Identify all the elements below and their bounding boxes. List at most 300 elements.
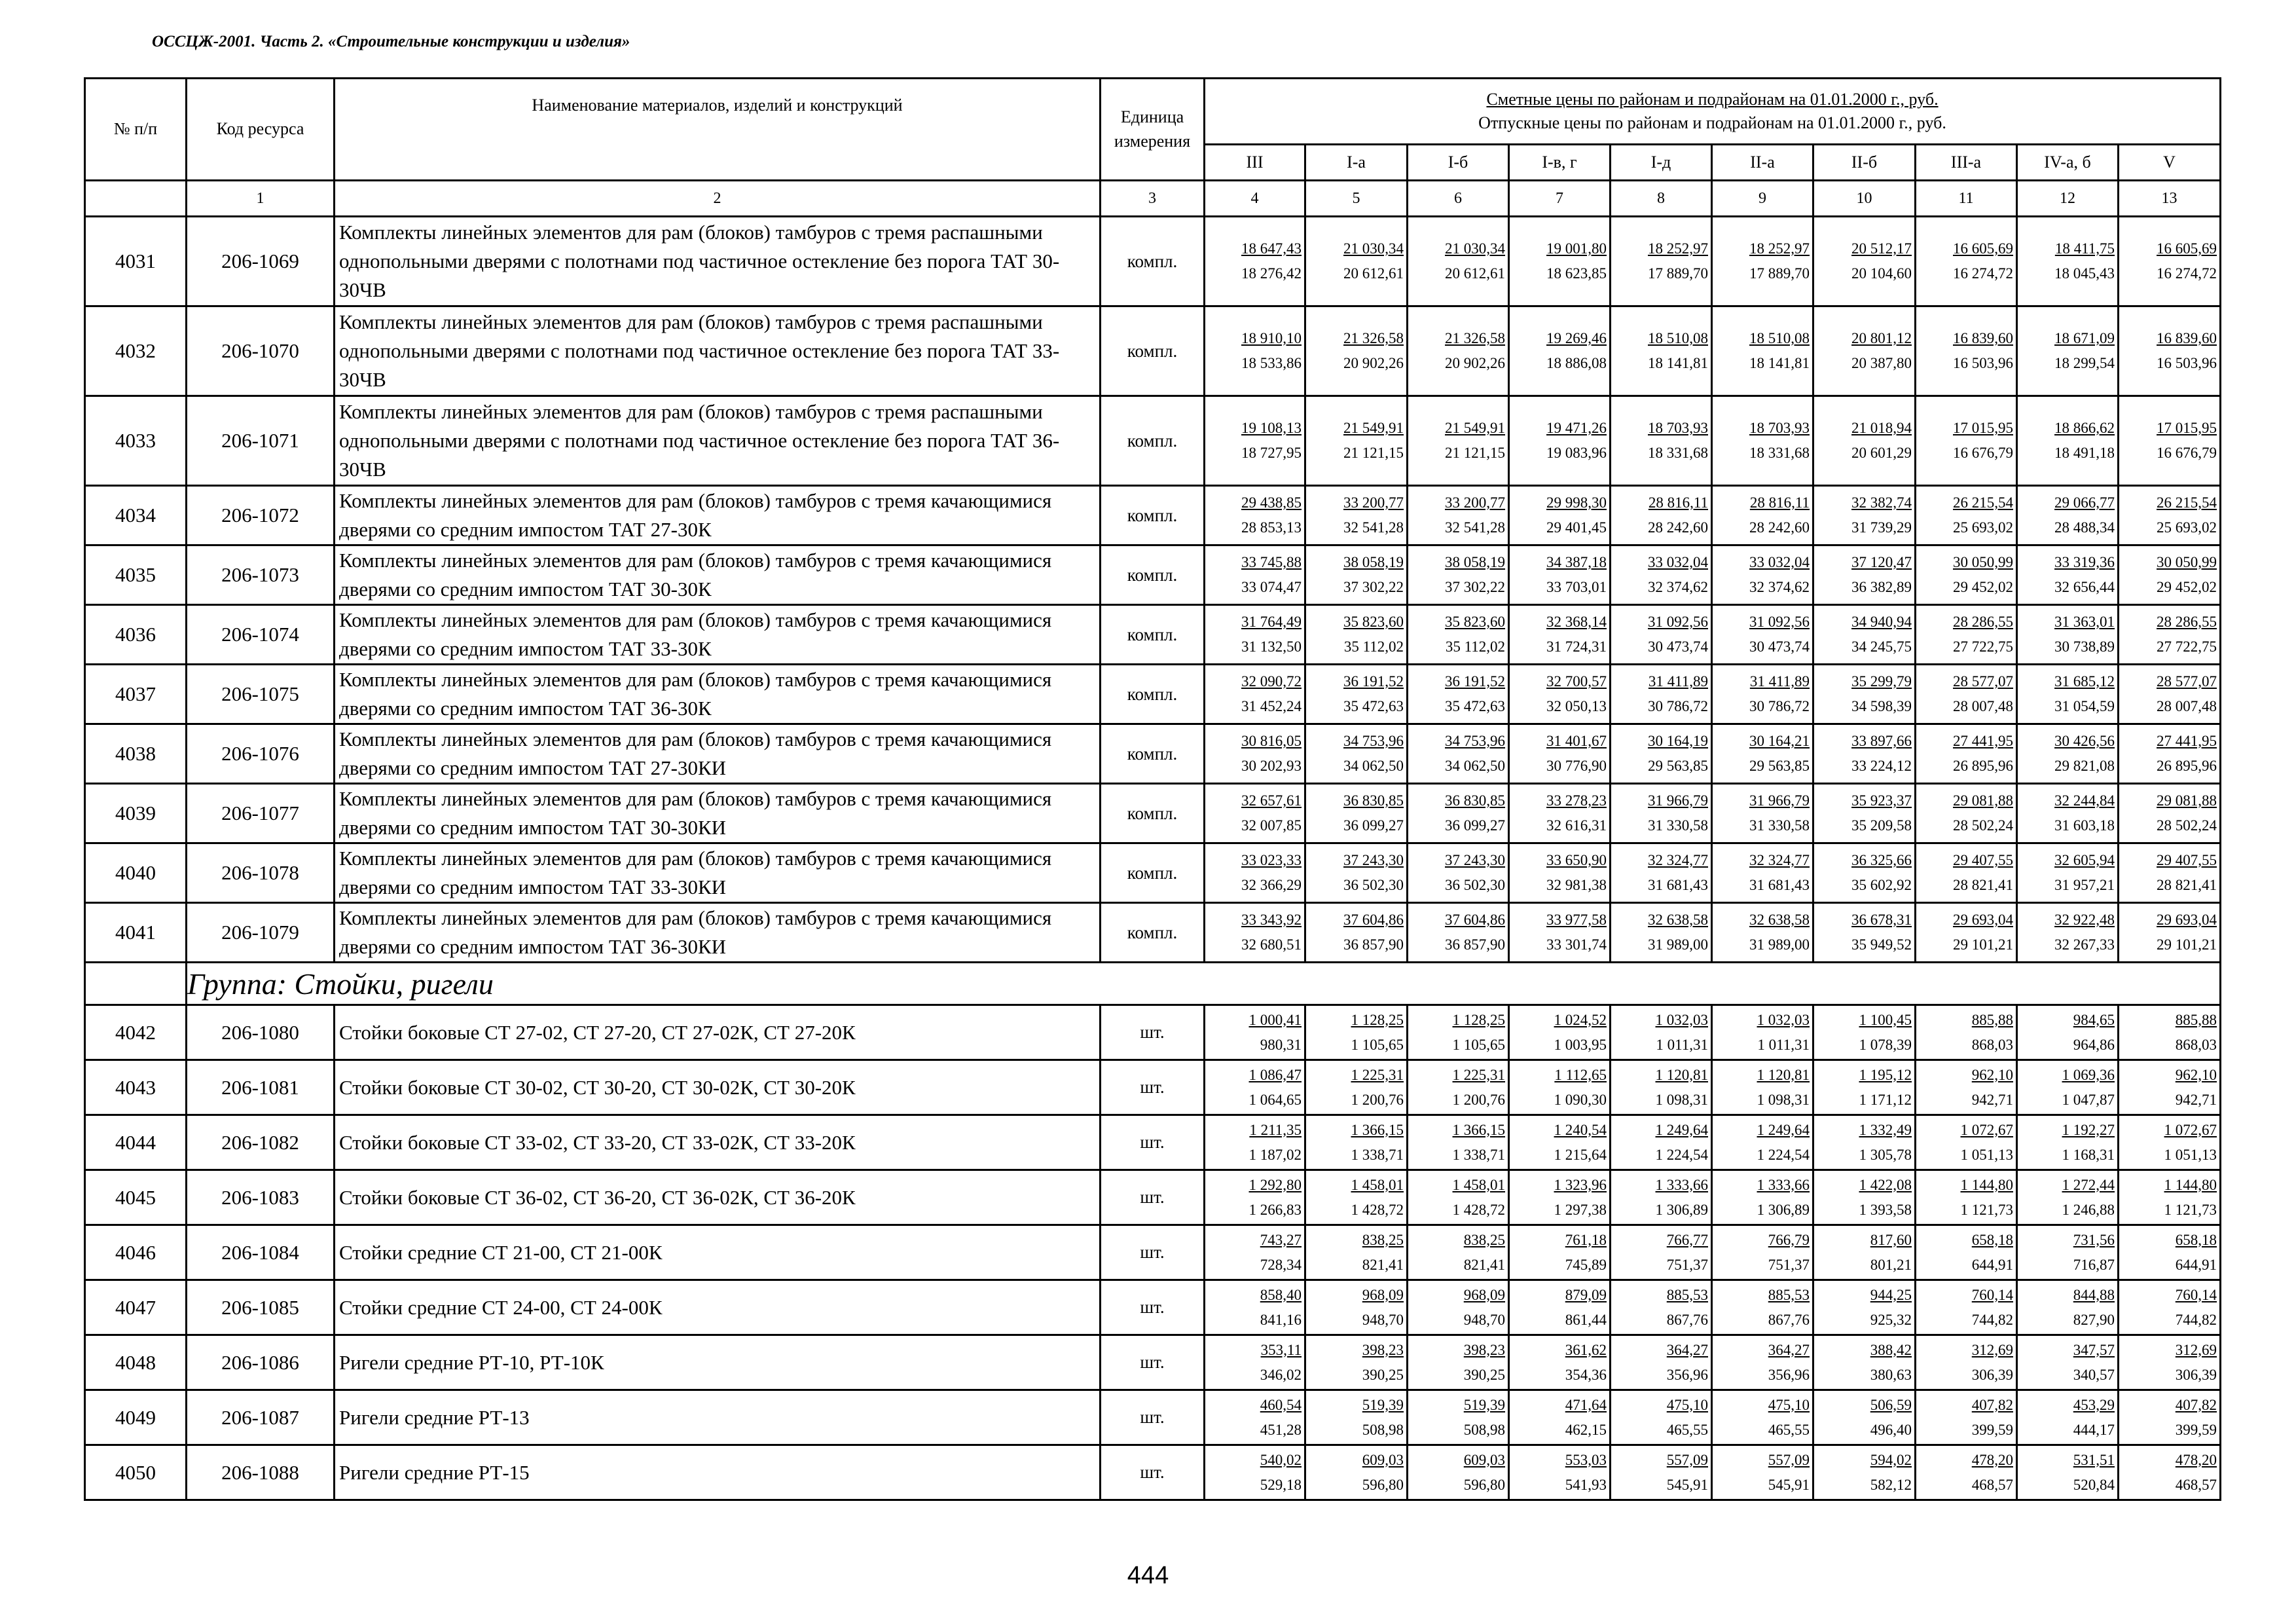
estimated-price: 407,82 [1971,1396,2013,1413]
resource-code: 206-1073 [187,545,335,605]
release-price: 744,82 [2175,1311,2217,1328]
estimated-price: 1 032,03 [1757,1011,1810,1028]
price-cell [1305,486,1408,545]
unit: компл. [1101,486,1205,545]
release-price: 18 886,08 [1546,355,1607,371]
estimated-price: 1 120,81 [1757,1066,1810,1083]
price-cell [2119,1060,2221,1115]
row-number: 4050 [85,1445,187,1500]
release-price: 36 099,27 [1343,817,1404,834]
release-price: 465,55 [1666,1421,1708,1438]
estimated-price: 1 072,67 [2164,1121,2217,1138]
estimated-price: 18 703,93 [1648,420,1708,436]
release-price: 751,37 [1666,1256,1708,1273]
release-price: 27 722,75 [1953,638,2013,655]
estimated-price: 28 816,11 [1749,494,1810,511]
release-price: 1 338,71 [1351,1146,1404,1163]
estimated-price: 312,69 [2175,1341,2217,1358]
resource-code: 206-1074 [187,605,335,665]
price-cell [1712,1005,1813,1060]
estimated-price: 33 977,58 [1546,912,1607,928]
price-cell [1916,1170,2017,1225]
table-row [85,724,2221,784]
estimated-price: 858,40 [1260,1286,1302,1303]
release-price: 37 302,22 [1343,579,1404,595]
estimated-price: 1 144,80 [2164,1176,2217,1193]
price-cell [1408,903,1509,963]
estimated-price: 31 411,89 [1749,673,1810,690]
price-cell [1305,1170,1408,1225]
price-cell [1408,486,1509,545]
price-cell [2119,1445,2221,1500]
price-cell [1408,1445,1509,1500]
price-cell [1509,724,1611,784]
estimated-price: 16 839,60 [2157,330,2217,346]
price-cell [1205,605,1305,665]
row-number: 4049 [85,1390,187,1445]
resource-code: 206-1088 [187,1445,335,1500]
price-cell [1509,605,1611,665]
estimated-price: 16 839,60 [1953,330,2013,346]
estimated-price: 21 549,91 [1343,420,1404,436]
release-price: 36 502,30 [1343,877,1404,893]
column-number: 3 [1101,181,1205,217]
release-price: 1 297,38 [1554,1201,1607,1218]
estimated-price: 33 897,66 [1851,733,1912,749]
release-price: 35 949,52 [1851,936,1912,953]
price-cell [1916,1115,2017,1170]
estimated-price: 34 387,18 [1546,554,1607,570]
unit: компл. [1101,605,1205,665]
price-cell [1205,1060,1305,1115]
unit: компл. [1101,903,1205,963]
header-release-prices: Отпускные цены по районам и подрайонам на 01.01.2000 г., руб. [1478,113,1946,132]
estimated-price: 37 243,30 [1343,852,1404,868]
release-price: 596,80 [1362,1476,1404,1493]
release-price: 34 062,50 [1343,758,1404,774]
price-cell [1509,843,1611,903]
price-cell [1813,486,1916,545]
estimated-price: 347,57 [2073,1341,2115,1358]
item-name: Комплекты линейных элементов для рам (блоков) тамбуров с тремя качающимися дверями со средним импостом ТАТ 33-30К [335,605,1101,665]
price-cell [1509,306,1611,396]
item-name: Стойки боковые СТ 36-02, СТ 36-20, СТ 36-02К, СТ 36-20К [335,1170,1101,1225]
release-price: 399,59 [2175,1421,2217,1438]
row-number: 4035 [85,545,187,605]
unit: шт. [1101,1005,1205,1060]
price-cell [2119,665,2221,724]
price-cell [2119,1170,2221,1225]
estimated-price: 398,23 [1463,1341,1505,1358]
price-cell [1916,1060,2017,1115]
release-price: 17 889,70 [1648,265,1708,282]
release-price: 31 132,50 [1241,638,1302,655]
estimated-price: 36 191,52 [1343,673,1404,690]
release-price: 861,44 [1565,1311,1607,1328]
row-number: 4047 [85,1280,187,1335]
resource-code: 206-1085 [187,1280,335,1335]
release-price: 36 382,89 [1851,579,1912,595]
region-header: V [2119,145,2221,181]
estimated-price: 453,29 [2073,1396,2115,1413]
item-name: Комплекты линейных элементов для рам (блоков) тамбуров с тремя распашными однопольными дверями с полотнами под частичное остекление без порога ТАТ 30-30ЧВ [335,217,1101,306]
price-cell [1305,545,1408,605]
estimated-price: 594,02 [1870,1451,1912,1468]
estimated-price: 364,27 [1666,1341,1708,1358]
release-price: 644,91 [1971,1256,2013,1273]
estimated-price: 33 650,90 [1546,852,1607,868]
price-cell [1611,486,1712,545]
estimated-price: 1 069,36 [2062,1066,2115,1083]
estimated-price: 1 333,66 [1757,1176,1810,1193]
row-number: 4041 [85,903,187,963]
table-row [85,665,2221,724]
release-price: 821,41 [1463,1256,1505,1273]
resource-code: 206-1086 [187,1335,335,1390]
row-number: 4038 [85,724,187,784]
price-cell [1205,1005,1305,1060]
price-cell [1408,1390,1509,1445]
resource-code: 206-1079 [187,903,335,963]
release-price: 30 473,74 [1749,638,1810,655]
estimated-price: 1 332,49 [1859,1121,1912,1138]
estimated-price: 1 249,64 [1655,1121,1708,1138]
estimated-price: 17 015,95 [1953,420,2013,436]
release-price: 28 821,41 [1953,877,2013,893]
release-price: 32 007,85 [1241,817,1302,834]
item-name: Комплекты линейных элементов для рам (блоков) тамбуров с тремя распашными однопольными дверями с полотнами под частичное остекление без порога ТАТ 36-30ЧВ [335,396,1101,486]
price-cell [1611,1060,1712,1115]
price-cell [1611,1390,1712,1445]
table-row [85,843,2221,903]
price-cell [2119,903,2221,963]
estimated-price: 1 366,15 [1452,1121,1505,1138]
estimated-price: 32 244,84 [2054,792,2115,809]
price-cell [1916,784,2017,843]
release-price: 948,70 [1362,1311,1404,1328]
price-cell [1305,665,1408,724]
estimated-price: 364,27 [1768,1341,1810,1358]
price-cell [2119,1005,2221,1060]
estimated-price: 29 407,55 [2157,852,2217,868]
release-price: 31 330,58 [1648,817,1708,834]
estimated-price: 766,77 [1666,1231,1708,1248]
price-cell [1509,1335,1611,1390]
price-cell [1916,1280,2017,1335]
price-cell [1611,396,1712,486]
release-price: 32 267,33 [2054,936,2115,953]
estimated-price: 844,88 [2073,1286,2115,1303]
estimated-price: 743,27 [1260,1231,1302,1248]
price-cell [1509,1005,1611,1060]
release-price: 1 187,02 [1248,1146,1302,1163]
release-price: 1 011,31 [1656,1036,1708,1053]
estimated-price: 1 128,25 [1452,1011,1505,1028]
release-price: 31 724,31 [1546,638,1607,655]
price-cell [1813,605,1916,665]
item-name: Комплекты линейных элементов для рам (блоков) тамбуров с тремя качающимися дверями со средним импостом ТАТ 33-30КИ [335,843,1101,903]
price-cell [1305,1225,1408,1280]
estimated-price: 1 323,96 [1554,1176,1607,1193]
region-header: II-a [1712,145,1813,181]
estimated-price: 968,09 [1463,1286,1505,1303]
price-cell [2119,217,2221,306]
estimated-price: 35 299,79 [1851,673,1912,690]
price-cell [1305,217,1408,306]
estimated-price: 506,59 [1870,1396,1912,1413]
table-row [85,784,2221,843]
release-price: 31 739,29 [1851,519,1912,536]
table-body [85,79,2221,1500]
price-cell [1408,306,1509,396]
price-cell [1205,486,1305,545]
table-row [85,486,2221,545]
item-name: Комплекты линейных элементов для рам (блоков) тамбуров с тремя качающимися дверями со средним импостом ТАТ 30-30КИ [335,784,1101,843]
estimated-price: 1 366,15 [1351,1121,1404,1138]
price-cell [1205,1280,1305,1335]
estimated-price: 30 164,19 [1648,733,1708,749]
estimated-price: 32 657,61 [1241,792,1302,809]
column-number: 1 [187,181,335,217]
price-cell [1611,724,1712,784]
estimated-price: 35 823,60 [1445,614,1505,630]
price-cell [1712,1390,1813,1445]
price-cell [2017,1170,2119,1225]
release-price: 32 050,13 [1546,698,1607,714]
price-cell [1916,724,2017,784]
estimated-price: 609,03 [1463,1451,1505,1468]
price-cell [1408,1060,1509,1115]
unit: шт. [1101,1280,1205,1335]
price-cell [1205,1115,1305,1170]
release-price: 36 099,27 [1445,817,1505,834]
estimated-price: 37 243,30 [1445,852,1505,868]
release-price: 1 051,13 [1960,1146,2013,1163]
estimated-price: 37 604,86 [1445,912,1505,928]
release-price: 31 957,21 [2054,877,2115,893]
release-price: 745,89 [1565,1256,1607,1273]
unit: компл. [1101,217,1205,306]
price-cell [1408,1115,1509,1170]
release-price: 28 007,48 [2157,698,2217,714]
release-price: 465,55 [1768,1421,1810,1438]
estimated-price: 1 240,54 [1554,1121,1607,1138]
estimated-price: 31 092,56 [1648,614,1708,630]
resource-code: 206-1075 [187,665,335,724]
release-price: 545,91 [1666,1476,1708,1493]
price-cell [1712,843,1813,903]
release-price: 964,86 [2073,1036,2115,1053]
price-cell [1916,217,2017,306]
release-price: 18 727,95 [1241,445,1302,461]
price-cell [1916,486,2017,545]
release-price: 728,34 [1260,1256,1302,1273]
release-price: 1 428,72 [1351,1201,1404,1218]
release-price: 18 331,68 [1749,445,1810,461]
table-row [85,1005,2221,1060]
price-cell [1712,217,1813,306]
estimated-price: 1 225,31 [1452,1066,1505,1083]
estimated-price: 29 438,85 [1241,494,1302,511]
column-number: 11 [1916,181,2017,217]
table-row [85,1115,2221,1170]
price-cell [1509,1060,1611,1115]
price-cell [1712,396,1813,486]
row-number: 4043 [85,1060,187,1115]
release-price: 644,91 [2175,1256,2217,1273]
estimated-price: 29 693,04 [1953,912,2013,928]
price-cell [1712,545,1813,605]
release-price: 29 101,21 [1953,936,2013,953]
release-price: 867,76 [1768,1311,1810,1328]
release-price: 462,15 [1565,1421,1607,1438]
estimated-price: 32 324,77 [1648,852,1708,868]
release-price: 1 090,30 [1554,1091,1607,1108]
region-header: I-в, г [1509,145,1611,181]
release-price: 35 472,63 [1445,698,1505,714]
estimated-price: 1 120,81 [1655,1066,1708,1083]
resource-code: 206-1084 [187,1225,335,1280]
price-cell [2119,545,2221,605]
estimated-price: 32 638,58 [1749,912,1810,928]
estimated-price: 37 120,47 [1851,554,1912,570]
release-price: 30 738,89 [2054,638,2115,655]
release-price: 1 338,71 [1452,1146,1505,1163]
price-cell [2017,605,2119,665]
estimated-price: 760,14 [2175,1286,2217,1303]
column-number: 12 [2017,181,2119,217]
price-cell [1813,545,1916,605]
release-price: 32 541,28 [1445,519,1505,536]
item-name: Ригели средние РТ-15 [335,1445,1101,1500]
price-cell [1712,1445,1813,1500]
release-price: 19 083,96 [1546,445,1607,461]
price-cell [1813,1060,1916,1115]
price-cell [1611,1170,1712,1225]
release-price: 1 098,31 [1757,1091,1810,1108]
unit: шт. [1101,1445,1205,1500]
release-price: 306,39 [2175,1366,2217,1383]
estimated-price: 29 693,04 [2157,912,2217,928]
estimated-price: 18 866,62 [2054,420,2115,436]
release-price: 28 853,13 [1241,519,1302,536]
price-cell [1305,1060,1408,1115]
release-price: 33 224,12 [1851,758,1912,774]
resource-code: 206-1070 [187,306,335,396]
price-cell [2119,784,2221,843]
price-cell [1611,1115,1712,1170]
estimated-price: 838,25 [1463,1231,1505,1248]
estimated-price: 32 324,77 [1749,852,1810,868]
column-number: 10 [1813,181,1916,217]
price-cell [1813,396,1916,486]
estimated-price: 984,65 [2073,1011,2115,1028]
release-price: 1 011,31 [1757,1036,1810,1053]
estimated-price: 388,42 [1870,1341,1912,1358]
price-cell [1408,1005,1509,1060]
resource-code: 206-1081 [187,1060,335,1115]
release-price: 30 202,93 [1241,758,1302,774]
release-price: 1 105,65 [1452,1036,1505,1053]
estimated-price: 34 753,96 [1343,733,1404,749]
row-number: 4036 [85,605,187,665]
price-cell [2017,1115,2119,1170]
estimated-price: 28 286,55 [1953,614,2013,630]
price-cell [2017,1005,2119,1060]
release-price: 20 387,80 [1851,355,1912,371]
unit: шт. [1101,1170,1205,1225]
resource-code: 206-1083 [187,1170,335,1225]
release-price: 21 121,15 [1445,445,1505,461]
price-cell [1916,1005,2017,1060]
row-number: 4045 [85,1170,187,1225]
estimated-price: 26 215,54 [1953,494,2013,511]
release-price: 541,93 [1565,1476,1607,1493]
price-cell [1408,724,1509,784]
release-price: 35 112,02 [1343,638,1404,655]
release-price: 20 612,61 [1445,265,1505,282]
release-price: 390,25 [1463,1366,1505,1383]
price-cell [1712,1280,1813,1335]
release-price: 32 541,28 [1343,519,1404,536]
release-price: 508,98 [1463,1421,1505,1438]
table-row [85,217,2221,306]
price-cell [2017,903,2119,963]
estimated-price: 35 823,60 [1343,614,1404,630]
price-cell [1712,1115,1813,1170]
region-header: I-д [1611,145,1712,181]
estimated-price: 885,53 [1768,1286,1810,1303]
price-cell [1205,396,1305,486]
estimated-price: 471,64 [1565,1396,1607,1413]
release-price: 33 301,74 [1546,936,1607,953]
price-cell [2017,1445,2119,1500]
price-cell [1916,396,2017,486]
group-row [85,963,2221,1005]
price-cell [1813,724,1916,784]
estimated-price: 20 801,12 [1851,330,1912,346]
header-code: Код ресурса [187,79,335,181]
release-price: 35 472,63 [1343,698,1404,714]
release-price: 20 612,61 [1343,265,1404,282]
release-price: 1 121,73 [2164,1201,2217,1218]
price-cell [2119,724,2221,784]
unit: компл. [1101,843,1205,903]
price-cell [2017,217,2119,306]
estimated-price: 28 577,07 [1953,673,2013,690]
region-header: III-a [1916,145,2017,181]
price-cell [1408,784,1509,843]
price-cell [1916,843,2017,903]
price-cell [1509,903,1611,963]
estimated-price: 557,09 [1768,1451,1810,1468]
item-name: Стойки средние СТ 24-00, СТ 24-00К [335,1280,1101,1335]
release-price: 18 331,68 [1648,445,1708,461]
estimated-price: 475,10 [1768,1396,1810,1413]
price-cell [2119,1335,2221,1390]
item-name: Стойки боковые СТ 33-02, СТ 33-20, СТ 33-02К, СТ 33-20К [335,1115,1101,1170]
release-price: 34 245,75 [1851,638,1912,655]
release-price: 596,80 [1463,1476,1505,1493]
row-number: 4037 [85,665,187,724]
price-cell [1712,306,1813,396]
estimated-price: 478,20 [1971,1451,2013,1468]
price-cell [1813,1115,1916,1170]
release-price: 1 306,89 [1757,1201,1810,1218]
estimated-price: 28 286,55 [2157,614,2217,630]
table-row [85,545,2221,605]
release-price: 1 266,83 [1248,1201,1302,1218]
